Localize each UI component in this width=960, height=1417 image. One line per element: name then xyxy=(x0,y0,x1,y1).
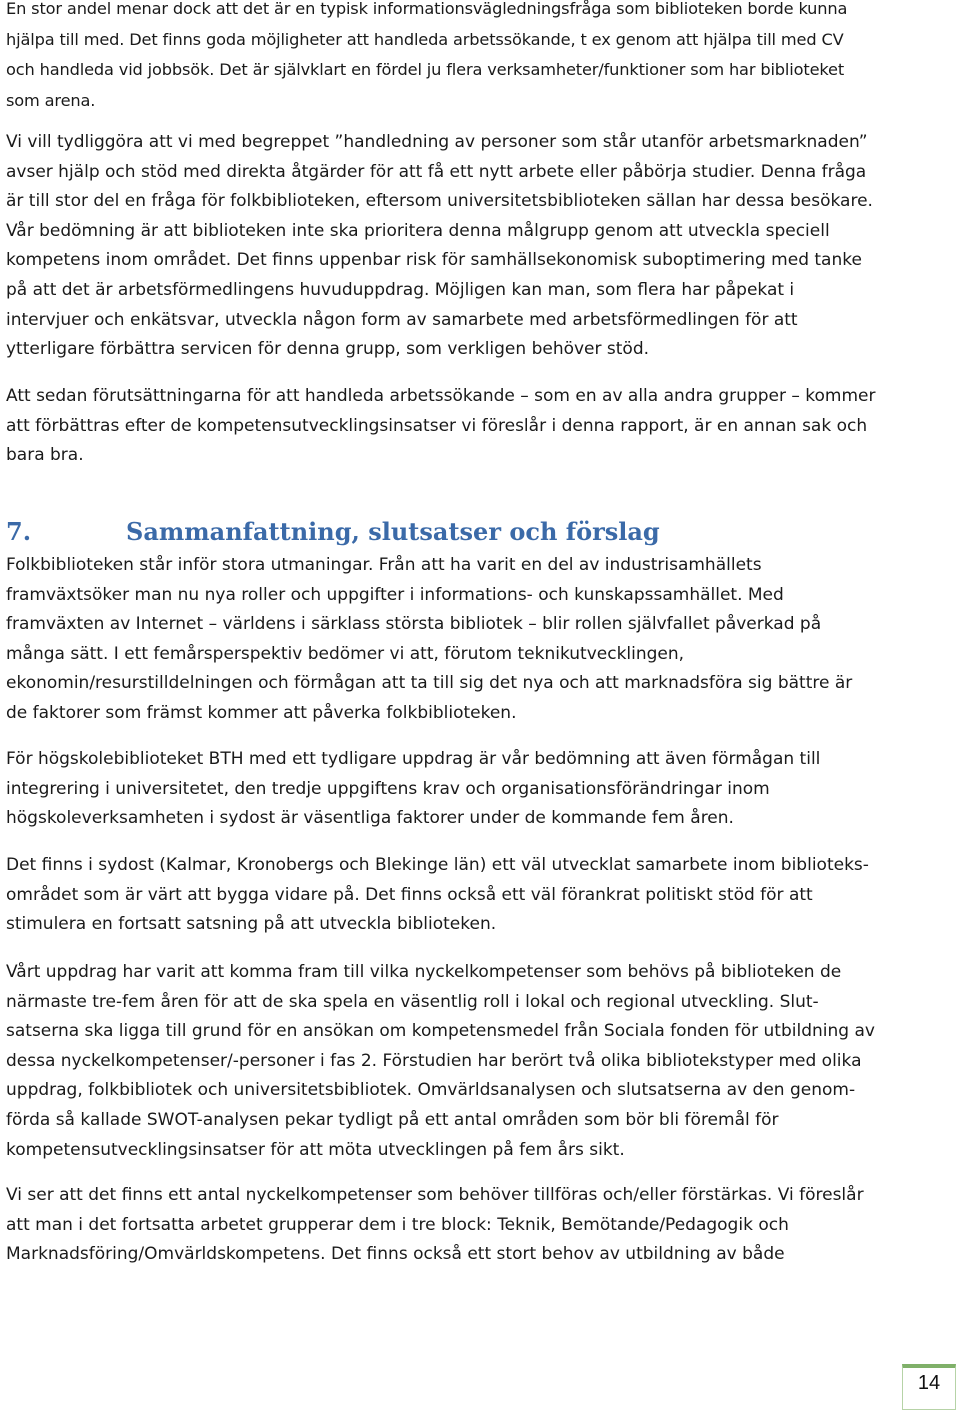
paragraph-folkbiblioteken: Folkbiblioteken står inför stora utmaningar. Från att ha varit en del av industrisamhällets framväxtsöker man nu nya roller och uppgifter i informations- och kunskapssamhället. Med framväxten av Internet – världens i särklass största bibliotek – blir rollen självfallet påverkad på många sätt. I ett femårsperspektiv bedömer vi att, förutom teknikutvecklingen, ekonomin/resurstilldelningen och förmågan att ta till sig det nya och att marknadsföra sig bättre är de faktorer som främst kommer att påverka folkbiblioteken. xyxy=(6,555,853,723)
paragraph-nyckelkompetenser: Vi ser att det finns ett antal nyckelkompetenser som behöver tillföras och/eller förstärkas. Vi föreslår att man i det fortsatta arbetet grupperar dem i tre block: Teknik, Bemötande/Pedagogik och Marknadsföring/Omvärldskompetens. Det finns också ett stort behov av utbildning av både xyxy=(6,1185,864,1265)
page-number: 14 xyxy=(917,1372,941,1394)
paragraph-intro: En stor andel menar dock att det är en typisk informationsvägledningsfråga som biblioteken borde kunna hjälpa till med. Det finns goda möjligheter att handleda arbetssökande, t ex genom att hjälpa till med CV och handleda vid jobbsök. Det är självklart en fördel ju flera verksamheter/funktioner som har biblioteket som arena. xyxy=(6,0,848,110)
paragraph-hogskolebiblioteket: För högskolebiblioteket BTH med ett tydligare uppdrag är vår bedömning att även förmågan till integrering i universitetet, den tredje uppgiftens krav och organisationsförändringar inom högskoleverksamheten i sydost är väsentliga faktorer under de kommande fem åren. xyxy=(6,749,821,829)
paragraph-uppdrag: Vårt uppdrag har varit att komma fram till vilka nyckelkompetenser som behövs på biblioteken de närmaste tre-fem åren för att de ska spela en väsentlig roll i lokal och regional utveckling. Slut-satserna ska ligga till grund för en ansökan om kompetensmedel från Sociala fonden för utbildning av dessa nyckelkompetenser/-personer i fas 2. Förstudien har berört två olika bibliotekstyper med olika uppdrag, folkbibliotek och universitetsbibliotek. Omvärldsanalysen och slutsatserna av den genom-förda så kallade SWOT-analysen pekar tydligt på ett antal områden som bör bli föremål för kompetensutvecklingsinsatser för att möta utvecklingen på fem års sikt. xyxy=(6,962,875,1160)
paragraph-handledning: Vi vill tydliggöra att vi med begreppet ”handledning av personer som står utanför arbetsmarknaden” avser hjälp och stöd med direkta åtgärder för att få ett nytt arbete eller påbörja studier. Denna fråga är till stor del en fråga för folkbiblioteken, eftersom universitetsbiblioteken sällan har dessa besökare. Vår bedömning är att biblioteken inte ska prioritera denna målgrupp genom att utveckla speciell kompetens inom området. Det finns uppenbar risk för samhällsekonomisk suboptimering med tanke på att det är arbetsförmedlingens huvuduppdrag. Möjligen kan man, som flera har påpekat i intervjuer och enkätsvar, utveckla någon form av samarbete med arbetsförmedlingen för att ytterligare förbättra servicen för denna grupp, som verkligen behöver stöd. xyxy=(6,132,873,360)
section-number: 7. xyxy=(6,517,32,546)
paragraph-sydost: Det finns i sydost (Kalmar, Kronobergs och Blekinge län) ett väl utvecklat samarbete inom biblioteks-området som är värt att bygga vidare på. Det finns också ett väl förankrat politiskt stöd för att stimulera en fortsatt satsning på att utveckla biblioteken. xyxy=(6,855,869,935)
section-heading xyxy=(6,512,660,552)
section-title: Sammanfattning, slutsatser och förslag xyxy=(126,517,660,546)
paragraph-arbetssokande: Att sedan förutsättningarna för att handleda arbetssökande – som en av alla andra grupper – kommer att förbättras efter de kompetensutvecklingsinsatser vi föreslår i denna rapport, är en annan sak och bara bra. xyxy=(6,386,876,466)
